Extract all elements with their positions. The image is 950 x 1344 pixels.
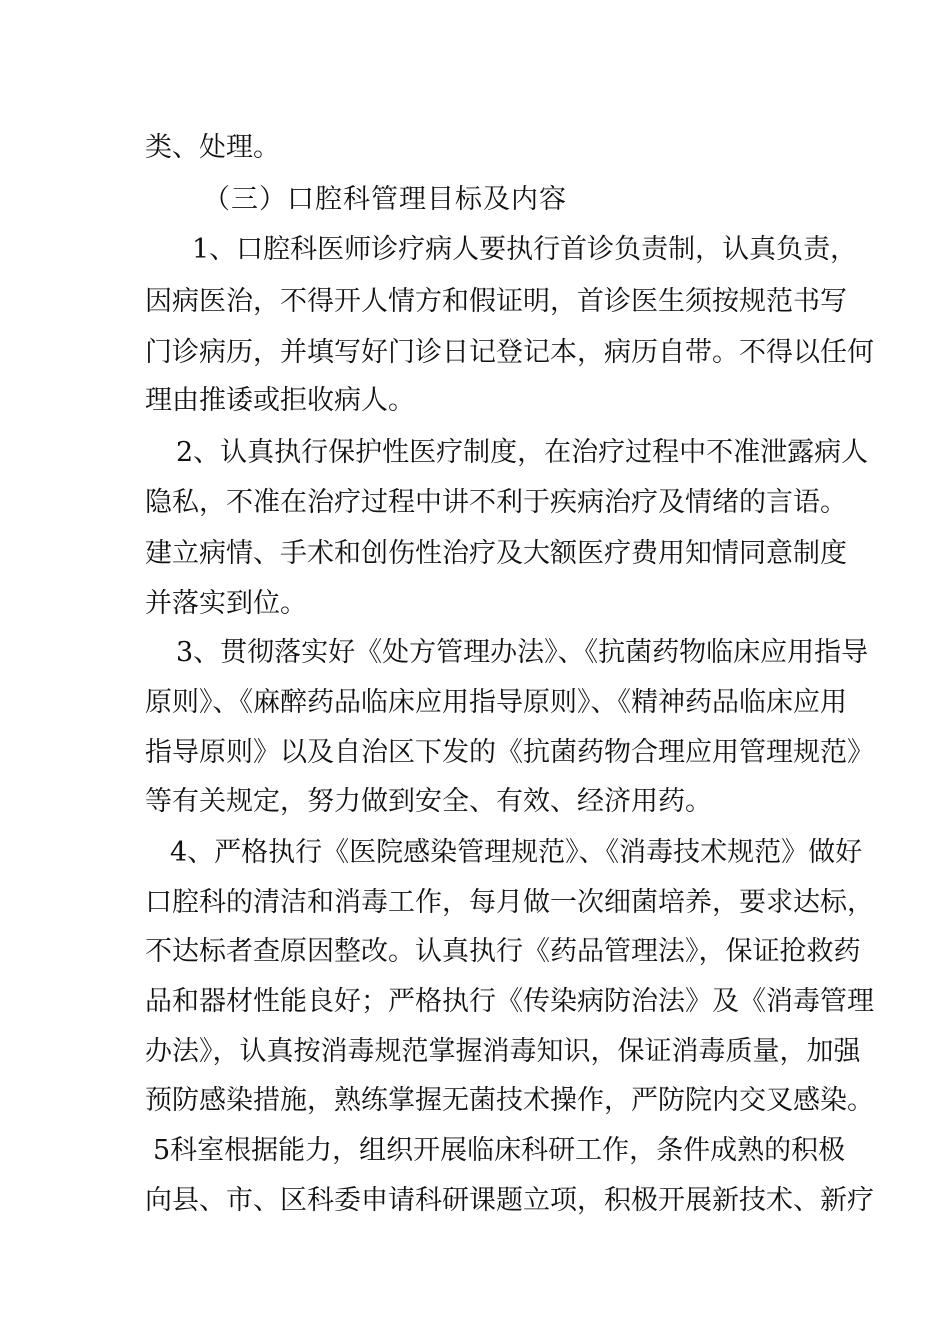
text-line: 建立病情、手术和创伤性治疗及大额医疗费用知情同意制度 xyxy=(145,538,847,569)
text-line: 等有关规定，努力做到安全、有效、经济用药。 xyxy=(145,786,712,817)
text-line: 3、贯彻落实好《处方管理办法》、《抗菌药物临床应用指导 xyxy=(176,637,869,668)
text-line: 隐私，不准在治疗过程中讲不利于疾病治疗及情绪的言语。 xyxy=(145,487,847,518)
text-line: 类、处理。 xyxy=(145,132,280,163)
text-line: 品和器材性能良好；严格执行《传染病防治法》及《消毒管理 xyxy=(145,986,874,1017)
text-line: 理由推诿或拒收病人。 xyxy=(145,385,415,416)
text-line: 原则》、《麻醉药品临床应用指导原则》、《精神药品临床应用 xyxy=(145,687,847,718)
text-line: 1、口腔科医师诊疗病人要执行首诊负责制，认真负责， xyxy=(192,234,858,265)
text-line: 2、认真执行保护性医疗制度，在治疗过程中不准泄露病人 xyxy=(176,437,869,468)
text-line: 门诊病历，并填写好门诊日记登记本，病历自带。不得以任何 xyxy=(145,337,874,368)
text-line: 办法》，认真按消毒规范掌握消毒知识，保证消毒质量，加强 xyxy=(145,1036,861,1067)
section-heading: （三）口腔科管理目标及内容 xyxy=(203,184,567,215)
text-line: 并落实到位。 xyxy=(145,588,307,619)
text-line: 向县、市、区科委申请科研课题立项，积极开展新技术、新疗 xyxy=(145,1185,874,1216)
text-line: 4、严格执行《医院感染管理规范》、《消毒技术规范》做好 xyxy=(170,837,863,868)
text-line: 5科室根据能力，组织开展临床科研工作，条件成熟的积极 xyxy=(153,1135,846,1166)
text-line: 口腔科的清洁和消毒工作，每月做一次细菌培养，要求达标， xyxy=(145,887,874,918)
text-line: 预防感染措施，熟练掌握无菌技术操作，严防院内交叉感染。 xyxy=(145,1085,874,1116)
text-line: 不达标者查原因整改。认真执行《药品管理法》，保证抢救药 xyxy=(145,936,861,967)
text-line: 指导原则》以及自治区下发的《抗菌药物合理应用管理规范》 xyxy=(145,737,874,768)
text-line: 因病医治，不得开人情方和假证明，首诊医生须按规范书写 xyxy=(145,286,847,317)
